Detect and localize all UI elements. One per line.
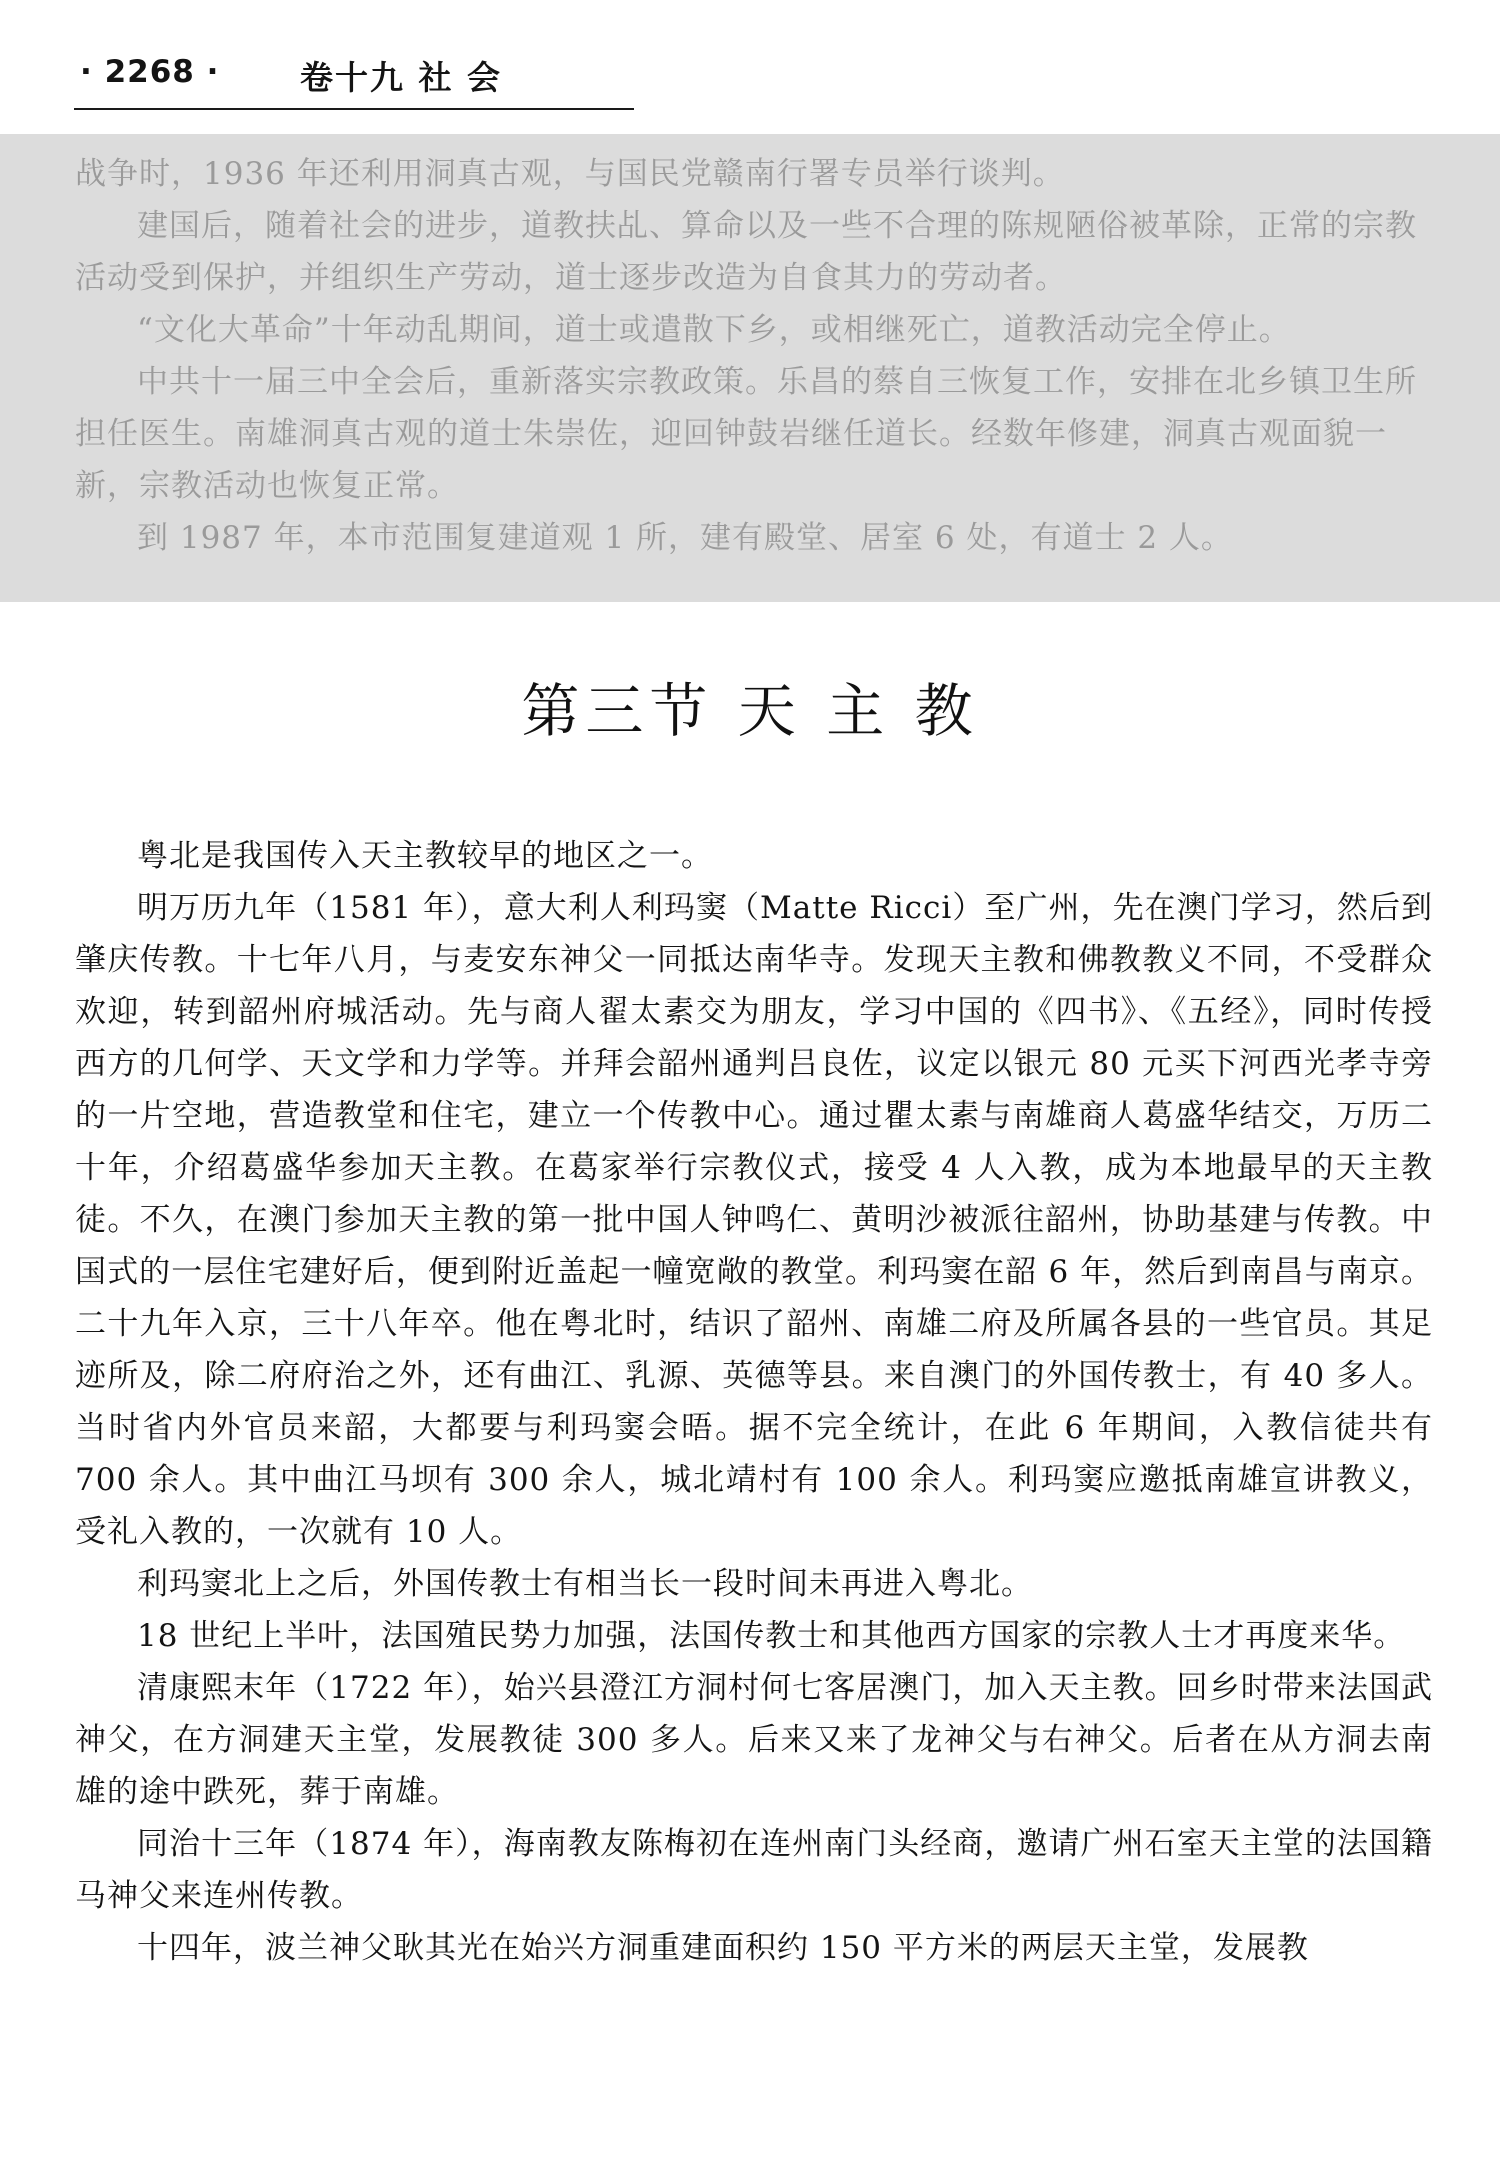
shaded-paragraph: 建国后，随着社会的进步，道教扶乩、算命以及一些不合理的陈规陋俗被革除，正常的宗教活动受到保护，并组织生产劳动，道士逐步改造为自食其力的劳动者。 [75,208,1417,296]
shaded-paragraph: “文化大革命”十年动乱期间，道士或遣散下乡，或相继死亡，道教活动完全停止。 [137,312,1291,348]
body-text [75,830,1433,1974]
chapter-title: 卷十九 社 会 [300,58,502,97]
shaded-paragraph: 战争时，1936 年还利用洞真古观，与国民党赣南行署专员举行谈判。 [75,156,1065,192]
body-paragraph: 明万历九年（1581 年），意大利人利玛窦（Matte Ricci）至广州，先在澳门学习，然后到肇庆传教。十七年八月，与麦安东神父一同抵达南华寺。发现天主教和佛教教义不同，不受群众欢迎，转到韶州府城活动。先与商人翟太素交为朋友，学习中国的《四书》、《五经》，同时传授西方的几何学、天文学和力学等。并拜会韶州通判吕良佐，议定以银元 80 元买下河西光孝寺旁的一片空地，营造教堂和住宅，建立一个传教中心。通过瞿太素与南雄商人葛盛华结交，万历二十年，介绍葛盛华参加天主教。在葛家举行宗教仪式，接受 4 人入教，成为本地最早的天主教徒。不久，在澳门参加天主教的第一批中国人钟鸣仁、黄明沙被派往韶州，协助基建与传教。中国式的一层住宅建好后，便到附近盖起一幢宽敞的教堂。利玛窦在韶 6 年，然后到南昌与南京。二十九年入京，三十八年卒。他在粤北时，结识了韶州、南雄二府及所属各县的一些官员。其足迹所及，除二府府治之外，还有曲江、乳源、英德等县。来自澳门的外国传教士，有 40 多人。当时省内外官员来韶，大都要与利玛窦会晤。据不完全统计，在此 6 年期间，入教信徒共有 700 余人。其中曲江马坝有 300 余人，城北靖村有 100 余人。利玛窦应邀抵南雄宣讲教义，受礼入教的，一次就有 10 人。 [75,890,1433,1550]
page-number: · 2268 · [80,54,220,90]
page-header [74,40,634,110]
shaded-continued-text [0,134,1500,602]
body-paragraph: 清康熙末年（1722 年），始兴县澄江方洞村何七客居澳门，加入天主教。回乡时带来法国武神父，在方洞建天主堂，发展教徒 300 多人。后来又来了龙神父与右神父。后者在从方洞去南雄的途中跌死，葬于南雄。 [75,1670,1433,1810]
shaded-paragraph: 中共十一届三中全会后，重新落实宗教政策。乐昌的蔡自三恢复工作，安排在北乡镇卫生所担任医生。南雄洞真古观的道士朱崇佐，迎回钟鼓岩继任道长。经数年修建，洞真古观面貌一新，宗教活动也恢复正常。 [75,364,1417,504]
body-paragraph: 同治十三年（1874 年），海南教友陈梅初在连州南门头经商，邀请广州石室天主堂的法国籍马神父来连州传教。 [75,1826,1433,1914]
body-paragraph: 十四年，波兰神父耿其光在始兴方洞重建面积约 150 平方米的两层天主堂，发展教 [137,1930,1309,1966]
body-paragraph: 18 世纪上半叶，法国殖民势力加强，法国传教士和其他西方国家的宗教人士才再度来华。 [137,1618,1406,1654]
body-paragraph: 粤北是我国传入天主教较早的地区之一。 [137,838,713,874]
shaded-paragraph: 到 1987 年，本市范围复建道观 1 所，建有殿堂、居室 6 处，有道士 2 人。 [137,520,1233,556]
body-paragraph: 利玛窦北上之后，外国传教士有相当长一段时间未再进入粤北。 [137,1566,1033,1602]
section-title: 第三节 天 主 教 [521,677,979,745]
